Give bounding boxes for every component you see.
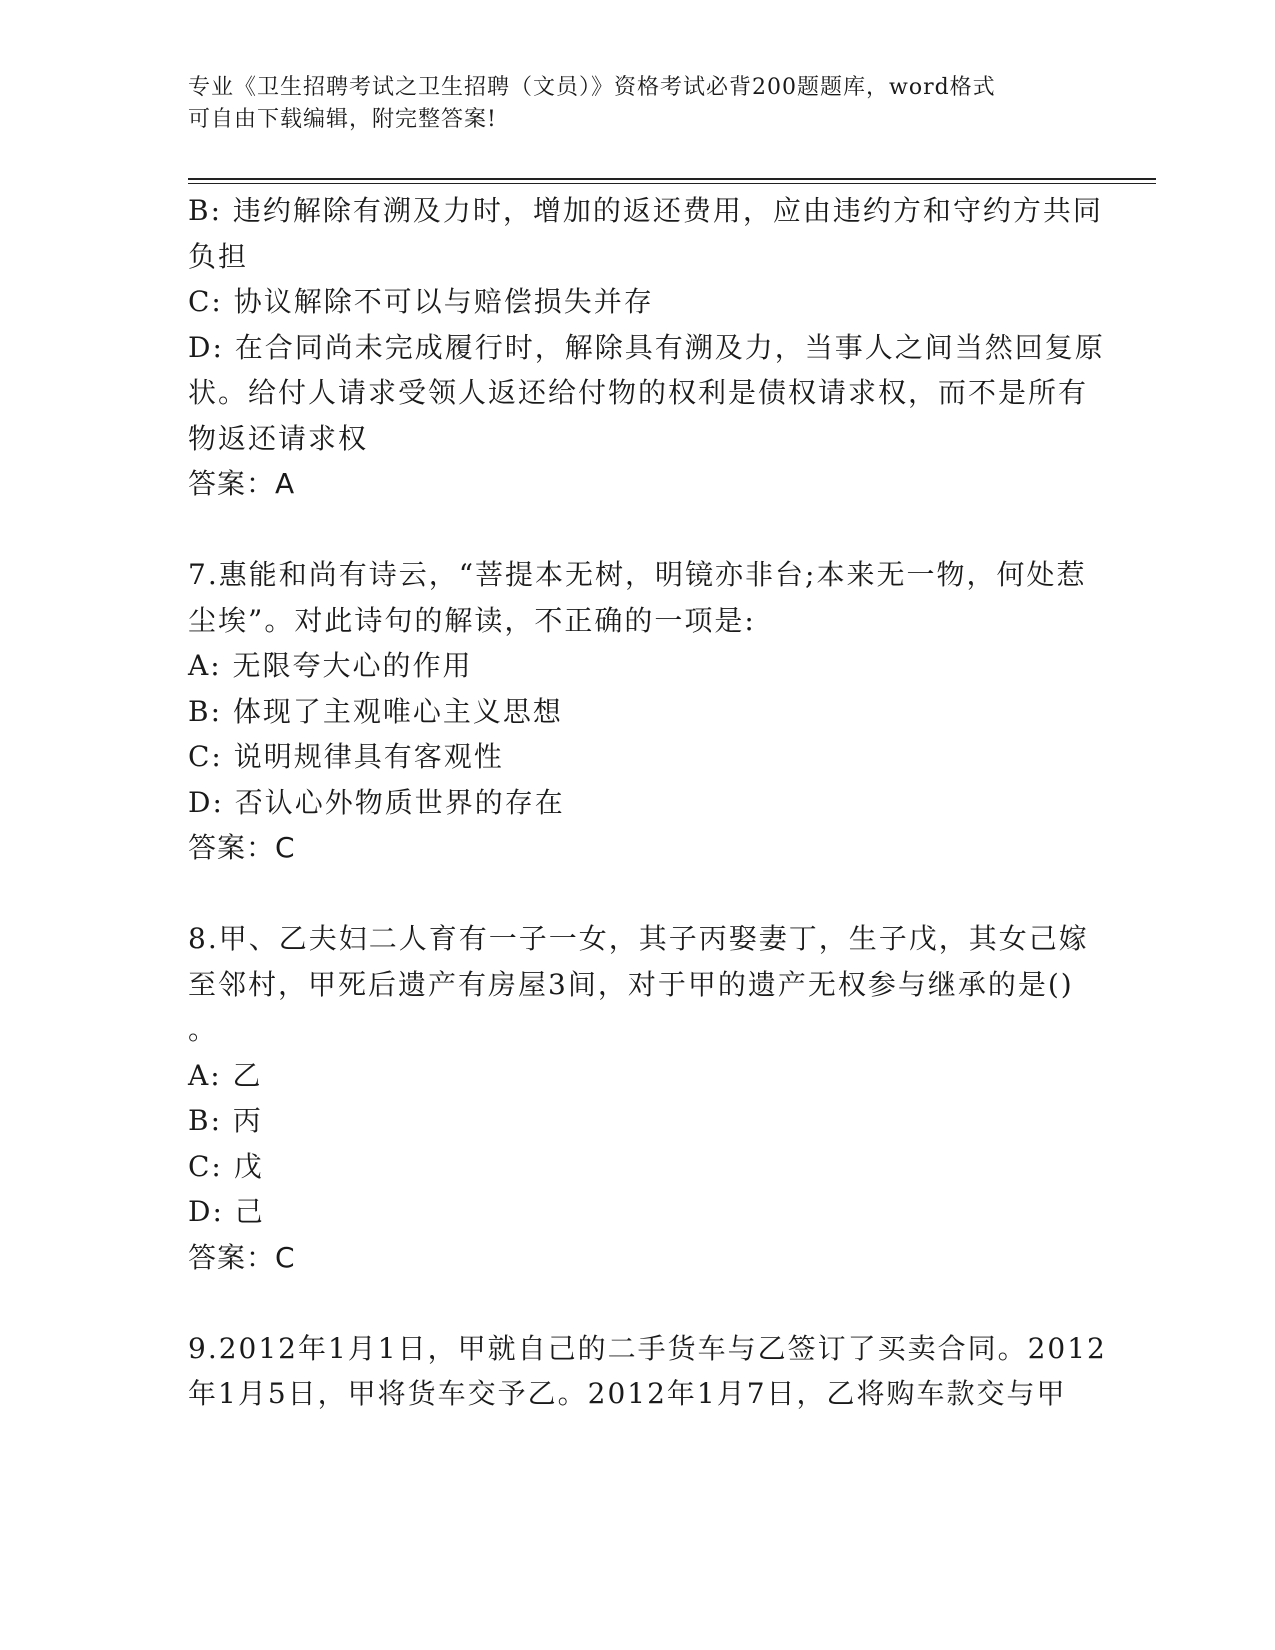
q8-answer: 答案：C (188, 1240, 296, 1274)
q6-option-c: C: 协议解除不可以与赔偿损失并存 (188, 285, 654, 318)
q6-option-b-line-1: B: 违约解除有溯及力时，增加的返还费用，应由违约方和守约方共同 (188, 194, 1103, 227)
page-header (188, 72, 1068, 136)
q6-option-d-line-1: D: 在合同尚未完成履行时，解除具有溯及力，当事人之间当然回复原 (188, 330, 1105, 364)
q9-stem-line-2: 年1月5日，甲将货车交予乙。2012年1月7日，乙将购车款交与甲 (188, 1377, 1067, 1410)
question-9 (188, 1326, 1107, 1417)
q7-stem-line-2: 尘埃”。对此诗句的解读，不正确的一项是: (188, 603, 756, 637)
q8-option-a: A: 乙 (188, 1058, 263, 1092)
question-7 (188, 552, 1088, 871)
q8-stem-line-3: 。 (188, 1013, 219, 1046)
q6-option-d-line-2: 状。给付人请求受领人返还给付物的权利是债权请求权，而不是所有 (188, 376, 1089, 409)
q8-option-d: D: 己 (188, 1195, 265, 1228)
spacer (188, 871, 1088, 917)
q7-answer: 答案：C (188, 831, 296, 864)
question-8 (188, 916, 1088, 1280)
q8-stem-line-2: 至邻村，甲死后遗产有房屋3间，对于甲的遗产无权参与继承的是() (188, 967, 1074, 1001)
document-body (188, 188, 1107, 1417)
header-title-line-2: 可自由下载编辑，附完整答案! (188, 107, 497, 132)
q7-stem-line-1: 7.惠能和尚有诗云，“菩提本无树，明镜亦非台;本来无一物，何处惹 (188, 558, 1087, 591)
q7-option-b: B: 体现了主观唯心主义思想 (188, 694, 563, 728)
question-6-continued (188, 188, 1105, 507)
q7-option-a: A: 无限夸大心的作用 (188, 649, 473, 682)
q6-answer: 答案：A (188, 467, 296, 500)
q9-stem-line-1: 9.2012年1月1日，甲就自己的二手货车与乙签订了买卖合同。2012 (188, 1331, 1107, 1365)
q8-option-b: B: 丙 (188, 1104, 263, 1137)
q7-option-d: D: 否认心外物质世界的存在 (188, 785, 565, 819)
header-divider-thin (188, 183, 1156, 184)
q6-option-d-line-3: 物返还请求权 (188, 421, 369, 455)
q8-stem-line-1: 8.甲、乙夫妇二人育有一子一女，其子丙娶妻丁，生子戊，其女己嫁 (188, 922, 1089, 955)
q7-option-c: C: 说明规律具有客观性 (188, 740, 504, 773)
spacer (188, 1280, 1088, 1326)
header-title-line-1: 专业《卫生招聘考试之卫生招聘（文员）》资格考试必背200题题库，word格式 (188, 75, 996, 100)
q8-option-c: C: 戊 (188, 1149, 264, 1183)
header-divider-thick (188, 178, 1156, 180)
q6-option-b-line-2: 负担 (188, 239, 249, 273)
spacer (188, 507, 1088, 553)
